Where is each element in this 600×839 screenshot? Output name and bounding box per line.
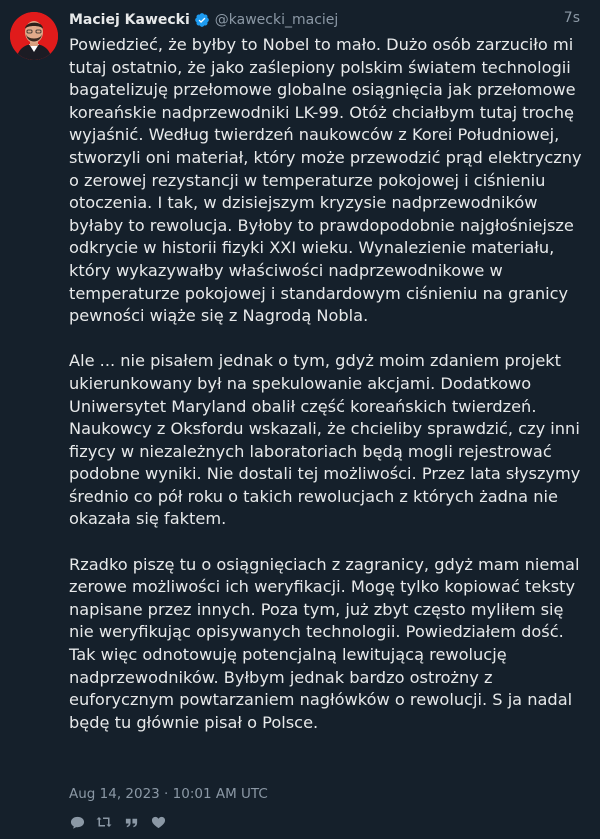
tweet-header [69, 10, 590, 30]
verified-badge-icon [194, 12, 210, 28]
relative-time[interactable]: 7s [563, 10, 580, 26]
tweet-paragraph-3: Rzadko piszę tu o osiągnięciach z zagranicy, gdyż mam niemal zerowe możliwości ich weryfikacji. Mogę tylko kopiować teksty napisane przez innych. Poza tym, już zbyt często myliłem się nie weryfikując opisywanych technologii. Powiedziałem dość. Tak więc odnotowuję potencjalną lewitującą rewolucję nadprzewodników. Byłbym jednak bardzo ostrożny z euforycznym powtarzaniem nagłówków o rewolucji. S ja nadal będę tu głównie pisał o Polsce. [69, 554, 580, 732]
retweet-icon[interactable] [96, 814, 112, 830]
tweet-timestamp[interactable]: Aug 14, 2023 · 10:01 AM UTC [69, 786, 268, 802]
tweet-actions [69, 813, 166, 831]
author-handle[interactable]: @kawecki_maciej [214, 12, 339, 28]
tweet-body [69, 34, 585, 757]
tweet-paragraph-1: Powiedzieć, że byłby to Nobel to mało. Dużo osób zarzuciło mi tutaj ostatnio, że jako zaślepiony polskim światem technologii bagatelizuję przełomowe globalne osiągnięcia jak przełomowe koreańskie nadprzewodniki LK-99. Otóż chciałbym tutaj trochę wyjaśnić. Według twierdzeń naukowców z Korei Południowej, stworzyli oni materiał, który może przewodzić prąd elektryczny o zerowej rezystancji w temperaturze pokojowej i ciśnieniu otoczenia. I tak, w dzisiejszym kryzysie nadprzewodników byłaby to rewolucja. Byłoby to prawdopodobnie najgłośniejsze odkrycie w historii fizyki XXI wieku. Wynalezienie materiału, który wykazywałby właściwości nadprzewodnikowe w temperaturze pokojowej i standardowym ciśnieniu na granicy pewności wiąże się z Nagrodą Nobla. [69, 35, 582, 326]
avatar-portrait-icon [10, 12, 58, 60]
like-icon[interactable] [150, 814, 166, 830]
author-name[interactable]: Maciej Kawecki [69, 12, 190, 28]
avatar[interactable] [10, 12, 58, 60]
tweet-paragraph-2: Ale ... nie pisałem jednak o tym, gdyż moim zdaniem projekt ukierunkowany był na spekulowanie akcjami. Dodatkowo Uniwersytet Maryland obalił część koreańskich twierdzeń. Naukowcy z Oksfordu wskazali, że chcieliby sprawdzić, czy inni fizycy w niezależnych laboratoriach będą mogli rejestrować podobne wyniki. Nie dostali tej możliwości. Przez lata słyszymy średnio co pół roku o takich rewolucjach z których żadna nie okazała się faktem. [69, 351, 581, 529]
reply-icon[interactable] [69, 814, 85, 830]
quote-icon[interactable] [123, 814, 139, 830]
